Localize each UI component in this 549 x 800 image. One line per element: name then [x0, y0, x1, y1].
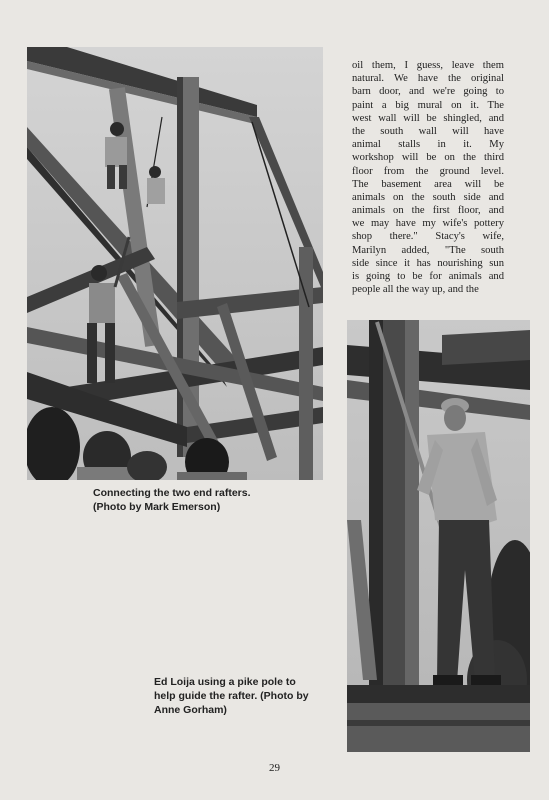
photo-rafters-illustration [27, 47, 323, 480]
body-line: barn door, and we're going to [352, 86, 504, 98]
article-body-column [352, 59, 504, 296]
body-line: the south wall will have [352, 125, 504, 137]
body-line: floor from the ground level. [352, 165, 504, 177]
body-line: is going to be for animals and [352, 271, 504, 282]
caption-line: Ed Loija using a pike pole to [154, 676, 296, 688]
body-line: The basement area will be [352, 178, 504, 190]
photo-ed-loija [347, 320, 530, 752]
body-line: animal stalls in it. My [352, 139, 504, 151]
caption-line: (Photo by Mark Emerson) [93, 501, 221, 513]
body-line: side since it has nourishing sun [352, 257, 504, 269]
body-line: animals on the south side and [352, 191, 504, 203]
body-line: natural. We have the original [352, 73, 504, 85]
caption-line: Connecting the two end rafters. [93, 487, 251, 499]
caption-ed-loija [154, 675, 334, 717]
body-line: west wall will be shingled, and [352, 112, 504, 124]
body-line: shop there." Stacy's wife, [352, 231, 504, 243]
body-line: Marilyn added, "The south [352, 244, 504, 256]
body-line: paint a big mural on it. The [352, 99, 504, 111]
body-line: we may have my wife's pottery [352, 218, 504, 230]
body-line: animals on the first floor, and [352, 205, 504, 217]
caption-line: Anne Gorham) [154, 704, 227, 716]
caption-connecting-rafters [93, 486, 323, 514]
body-line: workshop will be on the third [352, 152, 504, 164]
body-line: people all the way up, and the [352, 284, 479, 296]
page-number: 29 [269, 762, 280, 774]
photo-connecting-rafters [27, 47, 323, 480]
caption-line: help guide the rafter. (Photo by [154, 690, 309, 702]
photo-ed-illustration [347, 320, 530, 752]
body-line: oil them, I guess, leave them [352, 60, 504, 71]
